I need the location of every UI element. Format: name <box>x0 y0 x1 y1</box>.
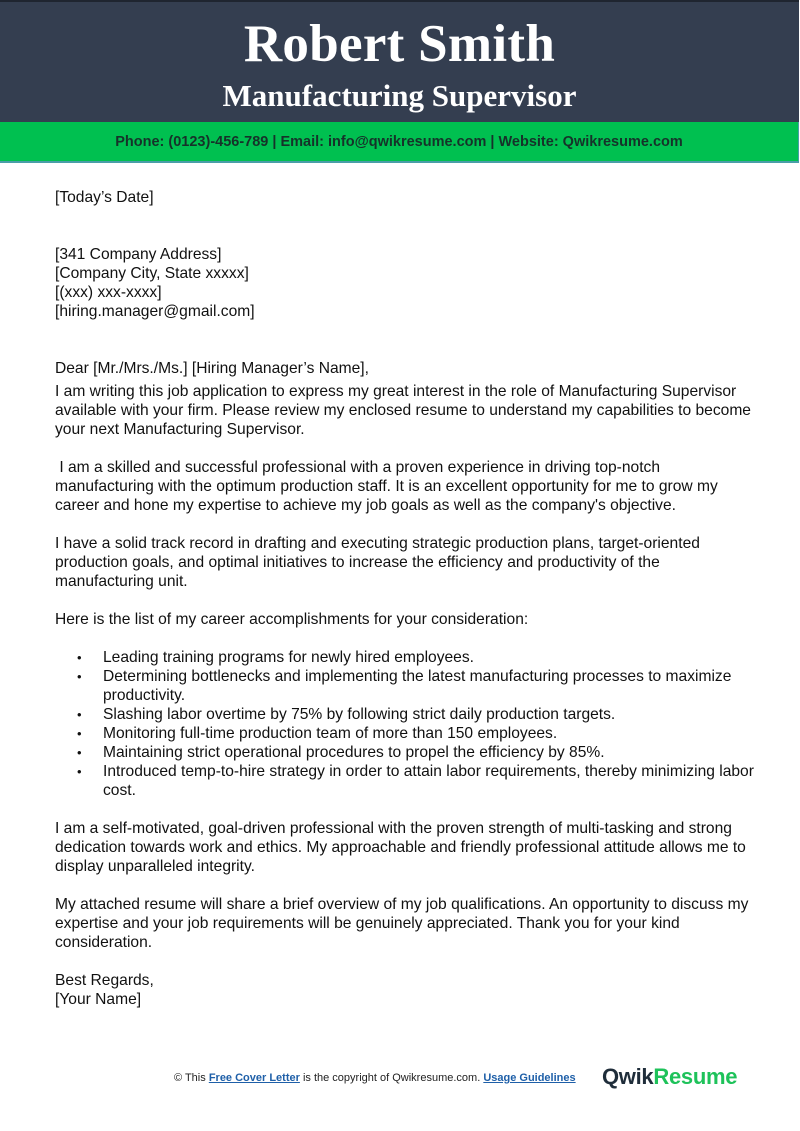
body-paragraph: I am a self-motivated, goal-driven professional with the proven strength of multi-tasking and strong dedication towards work and ethics. My approachable and friendly professional attitude allows me to display unparalleled integrity. <box>55 820 746 875</box>
list-item: • Monitoring full-time production team of more than 150 employees. <box>77 725 558 742</box>
bullet-icon: • <box>77 650 82 665</box>
bullet-icon: • <box>77 669 82 684</box>
body-paragraph: I am writing this job application to express my great interest in the role of Manufacturing Supervisor available with your firm. Please review my enclosed resume to understand my capabilities to become your next Manufacturing Supervisor. <box>55 383 751 438</box>
resume-header <box>0 0 799 122</box>
logo-part-resume: Resume <box>653 1064 738 1089</box>
body-paragraph: I am a skilled and successful professional with a proven experience in driving top-notch manufacturing with the optimum production staff. It is an excellent opportunity for me to grow my career and hone my expertise to achieve my job goals as well as the company's objective. <box>55 459 723 514</box>
address-line: [hiring.manager@gmail.com] <box>55 303 255 320</box>
accomplishments-list <box>55 648 755 800</box>
letter-date: [Today’s Date] <box>55 189 154 206</box>
qwikresume-logo[interactable] <box>602 1064 737 1090</box>
contact-bar <box>0 122 799 163</box>
free-cover-letter-link[interactable]: Free Cover Letter <box>208 1072 300 1084</box>
body-paragraph: I have a solid track record in drafting and executing strategic production plans, target-oriented production goals, and optimal initiatives to increase the efficiency and productivity of the manufacturing unit. <box>55 535 700 590</box>
list-item: • Leading training programs for newly hired employees. <box>77 649 474 666</box>
list-item: • Determining bottlenecks and implementing the latest manufacturing processes to maximize productivity. <box>77 668 732 704</box>
address-line: [Company City, State xxxxx] <box>55 265 249 282</box>
address-line: [341 Company Address] <box>55 246 222 263</box>
body-paragraph: My attached resume will share a brief overview of my job qualifications. An opportunity to discuss my expertise and your job requirements will be genuinely appreciated. Thank you for your kind consideration. <box>55 896 749 951</box>
letter-body <box>55 188 755 1009</box>
list-item: • Introduced temp-to-hire strategy in order to attain labor requirements, thereby minimizing labor cost. <box>77 763 754 799</box>
logo-part-qwik: Qwik <box>602 1064 654 1089</box>
accomplishments-intro: Here is the list of my career accomplishments for your consideration: <box>55 611 529 628</box>
signature: [Your Name] <box>55 991 142 1008</box>
bullet-icon: • <box>77 745 82 760</box>
bullet-icon: • <box>77 707 82 722</box>
contact-info: Phone: (0123)-456-789 | Email: info@qwikresume.com | Website: Qwikresume.com <box>115 134 683 150</box>
signoff <box>55 971 755 1009</box>
usage-guidelines-link[interactable]: Usage Guidelines <box>483 1072 576 1084</box>
candidate-name: Robert Smith <box>243 15 556 73</box>
recipient-address <box>55 245 755 321</box>
list-item: • Maintaining strict operational procedures to propel the efficiency by 85%. <box>77 744 605 761</box>
address-line: [(xxx) xxx-xxxx] <box>55 284 162 301</box>
bullet-icon: • <box>77 764 82 779</box>
bullet-icon: • <box>77 726 82 741</box>
page-footer <box>0 1064 800 1094</box>
salutation: Dear [Mr./Mrs./Ms.] [Hiring Manager’s Name], <box>55 360 369 377</box>
signoff-phrase: Best Regards, <box>55 972 154 989</box>
copyright-notice: © This Free Cover Letter is the copyright of Qwikresume.com. Usage Guidelines <box>174 1072 576 1084</box>
list-item: • Slashing labor overtime by 75% by following strict daily production targets. <box>77 706 616 723</box>
job-title: Manufacturing Supervisor <box>222 78 577 113</box>
